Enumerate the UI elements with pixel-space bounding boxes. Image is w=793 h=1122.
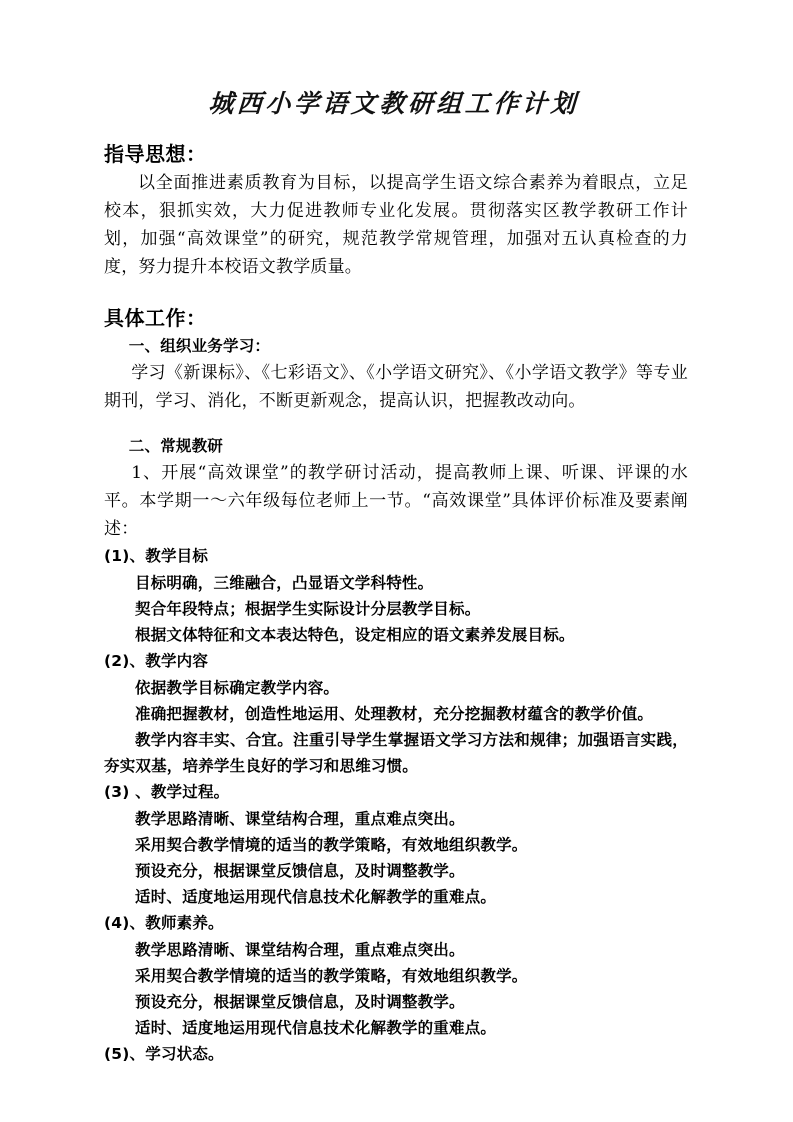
- evaluation-item-line: 准确把握教材，创造性地运用、处理教材，充分挖掘教材蕴含的教学价值。: [135, 705, 654, 724]
- guiding-thought-paragraph: 以全面推进素质教育为目标，以提高学生语文综合素养为着眼点，立足校本，狠抓实效，大力促进教师专业化发展。贯彻落实区教学教研工作计划，加强“高效课堂”的研究，规范教学常规管理，加强对五认真检查的力度，努力提升本校语文教学质量。: [104, 173, 688, 278]
- evaluation-item-line: 教学思路清晰、课堂结构合理，重点难点突出。: [135, 810, 465, 829]
- section-heading-specific-work: 具体工作：: [104, 306, 207, 331]
- subsection-heading-part-two: 二、常规教研: [128, 437, 223, 456]
- page-title: 城西小学语文教研组工作计划: [207, 89, 580, 118]
- evaluation-item-label: (4)、教师素养。: [104, 914, 224, 933]
- evaluation-item: [104, 543, 688, 648]
- part-two-intro-paragraph: 1、开展“高效课堂”的教学研讨活动，提高教师上课、听课、评课的水平。本学期一～六年级每位老师上一节。“高效课堂”具体评价标准及要素阐述：: [104, 463, 688, 540]
- evaluation-item-label: (1)、教学目标: [104, 547, 209, 566]
- evaluation-item: [104, 910, 688, 1041]
- part-one-paragraph: 学习《新课标》、《七彩语文》、《小学语文研究》、《小学语文教学》等专业期刊，学习、消化，不断更新观念，提高认识，把握教改动向。: [104, 363, 688, 412]
- evaluation-item-line: 依据教学目标确定教学内容。: [135, 679, 340, 698]
- evaluation-item: [104, 648, 688, 779]
- evaluation-item-line: 预设充分，根据课堂反馈信息，及时调整教学。: [135, 862, 465, 881]
- evaluation-item-line: 契合年段特点；根据学生实际设计分层教学目标。: [135, 600, 481, 619]
- evaluation-item-line: 目标明确，三维融合，凸显语文学科特性。: [135, 574, 434, 593]
- evaluation-item-list: [104, 543, 688, 1068]
- subsection-heading-part-one: 一、组织业务学习：: [128, 337, 271, 356]
- evaluation-item-label: (3) 、教学过程。: [104, 783, 230, 802]
- evaluation-item: [104, 779, 688, 910]
- evaluation-item-line: 采用契合教学情境的适当的教学策略，有效地组织教学。: [135, 836, 528, 855]
- evaluation-item-line: 适时、适度地运用现代信息技术化解教学的重难点。: [135, 1019, 497, 1038]
- section-heading-guiding-thought: 指导思想：: [104, 142, 207, 167]
- evaluation-item-line: 教学内容丰实、合宜。注重引导学生掌握语文学习方法和规律；加强语言实践，夯实双基，培养学生良好的学习和思维习惯。: [104, 731, 688, 776]
- evaluation-item-line: 适时、适度地运用现代信息技术化解教学的重难点。: [135, 888, 497, 907]
- evaluation-item-line: 采用契合教学情境的适当的教学策略，有效地组织教学。: [135, 967, 528, 986]
- evaluation-item-line: 预设充分，根据课堂反馈信息，及时调整教学。: [135, 993, 465, 1012]
- document-content: [104, 0, 688, 1068]
- evaluation-item: [104, 1041, 688, 1068]
- evaluation-item-line: 教学思路清晰、课堂结构合理，重点难点突出。: [135, 941, 465, 960]
- evaluation-item-label: (5)、学习状态。: [104, 1045, 224, 1064]
- evaluation-item-line: 根据文体特征和文本表达特色，设定相应的语文素养发展目标。: [135, 626, 575, 645]
- evaluation-item-label: (2)、教学内容: [104, 652, 209, 671]
